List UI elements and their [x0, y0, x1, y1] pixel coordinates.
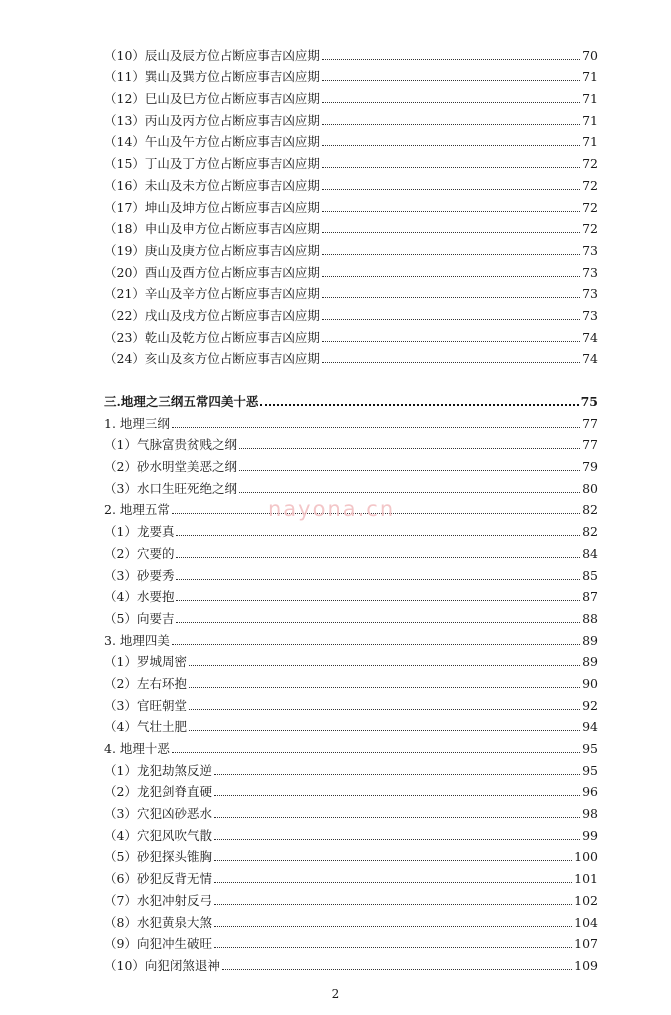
- toc-entry-page: 87: [582, 589, 598, 605]
- toc-entry-page: 85: [582, 567, 598, 583]
- dot-leader: [322, 362, 580, 363]
- dot-leader: [322, 232, 580, 233]
- dot-leader: [239, 448, 580, 449]
- toc-entry[interactable]: [104, 713, 598, 735]
- toc-entry-page: 79: [582, 459, 598, 475]
- toc-entry[interactable]: [104, 626, 598, 648]
- dot-leader: [214, 860, 572, 861]
- dot-leader: [214, 817, 580, 818]
- toc-entry[interactable]: [104, 280, 598, 302]
- toc-entry-label: （18）申山及申方位占断应事吉凶应期: [104, 221, 320, 237]
- toc-entry-label: （16）未山及未方位占断应事吉凶应期: [104, 177, 320, 193]
- toc-group-three-principles: [104, 387, 598, 973]
- toc-entry-page: 72: [582, 177, 598, 193]
- toc-entry[interactable]: [104, 215, 598, 237]
- toc-entry[interactable]: [104, 63, 598, 85]
- toc-entry[interactable]: [104, 778, 598, 800]
- toc-entry-label: （9）向犯冲生破旺: [104, 936, 212, 952]
- dot-leader: [322, 211, 580, 212]
- toc-entry-page: 100: [574, 849, 598, 865]
- toc-entry-label: （7）水犯冲射反弓: [104, 892, 212, 908]
- dot-leader: [322, 276, 580, 277]
- toc-entry-label: （22）戌山及戌方位占断应事吉凶应期: [104, 307, 320, 323]
- dot-leader: [189, 709, 580, 710]
- dot-leader: [176, 579, 580, 580]
- toc-entry-page: 71: [582, 69, 598, 85]
- dot-leader: [322, 254, 580, 255]
- dot-leader: [214, 839, 580, 840]
- toc-entry-page: 73: [582, 307, 598, 323]
- toc-entry-label: （11）巽山及巽方位占断应事吉凶应期: [104, 69, 320, 85]
- toc-entry[interactable]: [104, 409, 598, 431]
- toc-entry-label: （5）砂犯探头锥胸: [104, 849, 212, 865]
- dot-leader: [322, 59, 580, 60]
- toc-entry-page: 82: [582, 524, 598, 540]
- toc-entry[interactable]: [104, 864, 598, 886]
- toc-entry-label: （3）官旺朝堂: [104, 697, 187, 713]
- toc-entry-page: 74: [582, 329, 598, 345]
- toc-entry-label: 1. 地理三纲: [104, 415, 170, 431]
- toc-entry-label: （24）亥山及亥方位占断应事吉凶应期: [104, 351, 320, 367]
- dot-leader: [322, 189, 580, 190]
- toc-entry[interactable]: [104, 149, 598, 171]
- toc-entry[interactable]: [104, 583, 598, 605]
- toc-entry[interactable]: [104, 41, 598, 63]
- dot-leader: [176, 622, 580, 623]
- toc-entry[interactable]: [104, 908, 598, 930]
- toc-entry[interactable]: [104, 648, 598, 670]
- watermark: nayona.cn: [268, 497, 396, 521]
- toc-entry-page: 107: [574, 936, 598, 952]
- toc-entry-label: 3. 地理四美: [104, 632, 170, 648]
- toc-entry-page: 75: [580, 394, 598, 409]
- dot-leader: [172, 427, 580, 428]
- toc-entry[interactable]: [104, 930, 598, 952]
- toc-entry[interactable]: [104, 128, 598, 150]
- toc-entry-page: 77: [582, 437, 598, 453]
- dot-leader: [214, 947, 572, 948]
- toc-entry-page: 89: [582, 654, 598, 670]
- toc-entry-page: 73: [582, 264, 598, 280]
- toc-entry-label: （2）左右环抱: [104, 675, 187, 691]
- section-gap: [104, 366, 598, 387]
- toc-entry[interactable]: [104, 821, 598, 843]
- dot-leader: [239, 470, 580, 471]
- toc-entry[interactable]: [104, 734, 598, 756]
- toc-entry[interactable]: [104, 691, 598, 713]
- toc-entry[interactable]: [104, 951, 598, 973]
- toc-entry-label: （17）坤山及坤方位占断应事吉凶应期: [104, 199, 320, 215]
- toc-entry[interactable]: [104, 756, 598, 778]
- toc-entry[interactable]: [104, 345, 598, 367]
- toc-entry[interactable]: [104, 323, 598, 345]
- toc-entry-page: 72: [582, 199, 598, 215]
- toc-entry[interactable]: [104, 452, 598, 474]
- toc-entry-label: 4. 地理十恶: [104, 741, 170, 756]
- toc-entry-page: 94: [582, 719, 598, 735]
- toc-entry-label: （5）向要吉: [104, 610, 175, 626]
- toc-entry-page: 89: [582, 632, 598, 648]
- toc-entry-page: 80: [582, 480, 598, 496]
- toc-entry[interactable]: [104, 431, 598, 453]
- toc-entry[interactable]: [104, 604, 598, 626]
- dot-leader: [322, 145, 580, 146]
- dot-leader: [214, 795, 580, 796]
- toc-entry-label: 2. 地理五常: [104, 502, 170, 518]
- toc-entry-page: 71: [582, 91, 598, 107]
- toc-entry-label: （2）穴要的: [104, 545, 175, 561]
- dot-leader: [189, 730, 580, 731]
- dot-leader: [214, 882, 572, 883]
- toc-entry-label: （20）酉山及酉方位占断应事吉凶应期: [104, 264, 320, 280]
- toc-entry-page: 98: [582, 806, 598, 822]
- toc-entry-page: 73: [582, 242, 598, 258]
- toc-entry[interactable]: [104, 669, 598, 691]
- toc-entry[interactable]: [104, 474, 598, 496]
- dot-leader: [176, 557, 580, 558]
- toc-entry-label: （19）庚山及庚方位占断应事吉凶应期: [104, 242, 320, 258]
- toc-entry-label: （4）气壮土肥: [104, 719, 187, 735]
- dot-leader: [322, 319, 580, 320]
- toc-entry[interactable]: [104, 843, 598, 865]
- toc-entry-label: （10）辰山及辰方位占断应事吉凶应期: [104, 47, 320, 63]
- toc-entry-page: 84: [582, 545, 598, 561]
- dot-leader: [322, 80, 580, 81]
- dot-leader: [189, 687, 580, 688]
- toc-entry-label: （13）丙山及丙方位占断应事吉凶应期: [104, 112, 320, 128]
- toc-entry[interactable]: [104, 301, 598, 323]
- dot-leader: [322, 124, 580, 125]
- dot-leader: [176, 600, 580, 601]
- dot-leader: [322, 102, 580, 103]
- toc-entry-label: （10）向犯闭煞退神: [104, 957, 220, 973]
- toc-entry[interactable]: [104, 106, 598, 128]
- toc-entry-label: （3）穴犯凶砂恶水: [104, 806, 212, 822]
- toc-entry-label: （4）水要抱: [104, 589, 175, 605]
- toc-entry-label: 三.地理之三纲五常四美十恶: [104, 394, 259, 409]
- toc-entry-label: （1）罗城周密: [104, 654, 187, 670]
- toc-entry-label: （1）气脉富贵贫贱之纲: [104, 437, 237, 453]
- dot-leader: [260, 404, 578, 406]
- toc-entry-label: （1）龙要真: [104, 524, 175, 540]
- toc-entry-label: （14）午山及午方位占断应事吉凶应期: [104, 134, 320, 150]
- toc-entry[interactable]: [104, 886, 598, 908]
- toc-entry-page: 88: [582, 610, 598, 626]
- toc-entry[interactable]: [104, 193, 598, 215]
- toc-section-heading[interactable]: [104, 387, 598, 409]
- toc-entry-page: 104: [574, 914, 598, 930]
- toc-entry-page: 101: [574, 871, 598, 887]
- toc-entry-page: 82: [582, 502, 598, 518]
- toc-entry-label: （2）砂水明堂美恶之纲: [104, 459, 237, 475]
- toc-entry-page: 96: [582, 784, 598, 800]
- dot-leader: [222, 969, 572, 970]
- toc-entry-page: 109: [574, 957, 598, 973]
- dot-leader: [322, 167, 580, 168]
- toc-entry-label: （3）砂要秀: [104, 567, 175, 583]
- toc-entry-page: 71: [582, 134, 598, 150]
- toc-entry-page: 72: [582, 156, 598, 172]
- dot-leader: [172, 644, 580, 645]
- toc-entry-label: （4）穴犯风吹气散: [104, 827, 212, 843]
- toc-entry-page: 102: [574, 892, 598, 908]
- toc-entry[interactable]: [104, 539, 598, 561]
- dot-leader: [176, 535, 580, 536]
- toc-entry-page: 99: [582, 827, 598, 843]
- toc-entry-page: 92: [582, 697, 598, 713]
- toc-entry-page: 72: [582, 221, 598, 237]
- toc-entry-label: （3）水口生旺死绝之纲: [104, 480, 237, 496]
- toc-entry-label: （15）丁山及丁方位占断应事吉凶应期: [104, 156, 320, 172]
- toc-entry-page: 73: [582, 286, 598, 302]
- toc-entry-label: （21）辛山及辛方位占断应事吉凶应期: [104, 286, 320, 302]
- toc-entry-label: （12）巳山及巳方位占断应事吉凶应期: [104, 91, 320, 107]
- toc-group-mountain-directions: [104, 41, 598, 366]
- dot-leader: [189, 665, 580, 666]
- toc-entry-page: 71: [582, 112, 598, 128]
- toc-entry-page: 77: [582, 415, 598, 431]
- toc-entry[interactable]: [104, 171, 598, 193]
- dot-leader: [214, 774, 580, 775]
- dot-leader: [172, 752, 580, 753]
- dot-leader: [239, 492, 580, 493]
- page-number: 2: [331, 987, 340, 1001]
- toc-entry-page: 70: [582, 47, 598, 63]
- dot-leader: [322, 341, 580, 342]
- toc-entry-label: （1）龙犯劫煞反逆: [104, 762, 212, 778]
- toc-entry[interactable]: [104, 258, 598, 280]
- toc-entry[interactable]: [104, 561, 598, 583]
- toc-entry[interactable]: [104, 799, 598, 821]
- toc-entry-page: 95: [582, 762, 598, 778]
- toc-entry-page: 90: [582, 675, 598, 691]
- toc-entry-label: （2）龙犯剑脊直硬: [104, 784, 212, 800]
- toc-entry-label: （23）乾山及乾方位占断应事吉凶应期: [104, 329, 320, 345]
- dot-leader: [214, 904, 572, 905]
- toc-entry-page: 74: [582, 351, 598, 367]
- dot-leader: [322, 297, 580, 298]
- toc-entry-label: （8）水犯黄泉大煞: [104, 914, 212, 930]
- toc-entry[interactable]: [104, 236, 598, 258]
- dot-leader: [214, 926, 572, 927]
- toc-entry-label: （6）砂犯反背无情: [104, 871, 212, 887]
- toc-entry-page: 95: [582, 741, 598, 756]
- toc-entry[interactable]: [104, 84, 598, 106]
